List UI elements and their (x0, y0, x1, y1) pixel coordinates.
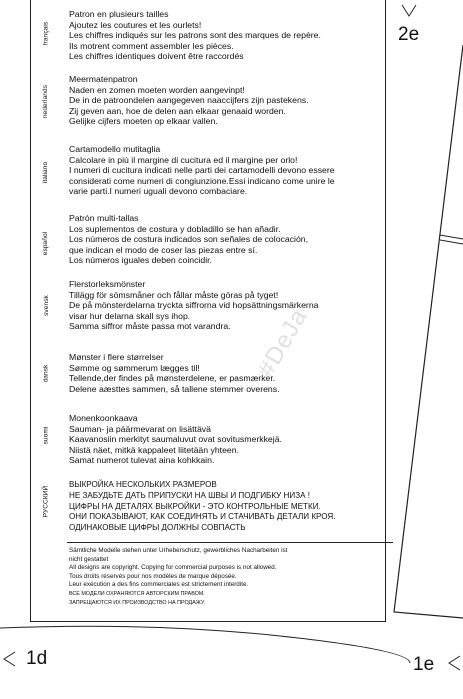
language-label: español (42, 231, 50, 255)
section-text: Meermatenpatron Naden en zomen moeten worden aangevinpt! De in de patroondelen aangegeven naaccijfers zijn pastekens. Zij geven aan, hoe de delen aan elkaar genaaid worden. Gelijke cijfers moeten op elkaar vallen. (69, 74, 309, 127)
fold-line-upper (440, 235, 463, 239)
language-label: svensk (42, 294, 50, 316)
language-label: dansk (42, 364, 50, 382)
language-label: РУССКИЙ (42, 485, 50, 517)
language-label: nederlands (42, 84, 50, 118)
page-label-bottom-left: 1d (26, 648, 48, 669)
section-text: ВЫКРОЙКА НЕСКОЛЬКИХ РАЗМЕРОВ НЕ ЗАБУДЬТЕ ДАТЬ ПРИПУСКИ НА ШВЫ И ПОДГИБКУ НИЗА ! ЦИФРЫ НА ДЕТАЛЯХ ВЫКРОЙКИ - ЭТО КОНТРОЛЬНЫЕ МЕТКИ. ОНИ ПОКАЗЫВАЮТ, КАК СОЕДИНЯТЬ И СТАЧИВАТЬ ДЕТАЛИ КРОЯ. ОДИНАКОВЫЕ ЦИФРЫ ДОЛЖНЫ СОВПАСТЬ (69, 480, 336, 533)
watermark: #DeJa (252, 303, 314, 382)
language-label: suomi (42, 426, 50, 444)
section-text: Cartamodello mutitaglia Calcolare in più il margine di cucitura ed il margine per orlo! I numeri di cucitura indicati nelle parti dei cartamodelli devono essere considerati come numeri di congiunzione.Essi indicano come unire le varie parti.I numeri uguali devono combaciare. (69, 144, 335, 197)
section-text: Patron en plusieurs tailles Ajoutez les coutures et les ourlets! Les chiffres indiqués sur les patrons sont des marques de repère. Ils motrent comment assembler les pièces. Les chiffres identiques doivent être raccordés (69, 9, 321, 62)
seam-curve-bottom (0, 626, 410, 663)
notch-marker-right (449, 656, 460, 670)
page-label-bottom-right: 1e (413, 654, 435, 675)
page-label-top-right: 2e (398, 24, 420, 45)
pattern-piece-outline (394, 45, 463, 618)
notch-marker-left (4, 652, 15, 666)
copyright-notice: Sämtliche Modelle stehen unter Urheberschutz, gewerbliches Nacharbeiten ist nicht gestattet All designs are copyright. Copying for commercial purposes is not allowed. Tous droits réservés pour nos modèles de marque déposée. Leur exécution a des fins commerciales est strictement interdite. ВСЕ МОДЕЛИ ОХРАНЯЮТСЯ АВТОРСКИМ ПРАВОМ. ЗАПРЕЩАЮТСЯ ИХ ПРОИЗВОДСТВО НА ПРОДАЖУ. (69, 547, 288, 606)
footer-divider (67, 542, 393, 543)
section-text: Patrón multi-tallas Los suplementos de costura y dobladillo se han añadir. Los números de costura indicados son señales de colocación, que indican el modo de coser las piezas entre sí. Los números iguales deben coincidir. (69, 213, 309, 266)
section-text: Monenkoonkaava Sauman- ja päärmevarat on lisättävä Kaavanosiin merkityt saumaluvut ovat sovitusmerkkejä. Niistä näet, mitkä kappaleet liitetään yhteen. Samat numerot tulevat aina kohkkain. (69, 413, 282, 466)
section-text: Mønster i flere størrelser Sømme og sømmerum lægges til! Tellende,der findes på mønsterdelene, er pasmærker. Delene aæsttes sammen, så tallene stemmer overens. (69, 352, 280, 394)
language-label: français (42, 21, 50, 45)
fold-line-lower (440, 240, 463, 244)
notch-marker-top (402, 5, 416, 16)
language-label: italiano (42, 161, 50, 183)
section-text: Flerstorleksmönster Tillägg för sömsmåner och fållar måste göras på tyget! De på mönsterdelarna tryckta siffrorna vid hopsättningsmärkerna visar hur delarna skall sys ihop. Samma siffror måste passa mot varandra. (69, 279, 319, 332)
instruction-sheet (30, 0, 386, 622)
